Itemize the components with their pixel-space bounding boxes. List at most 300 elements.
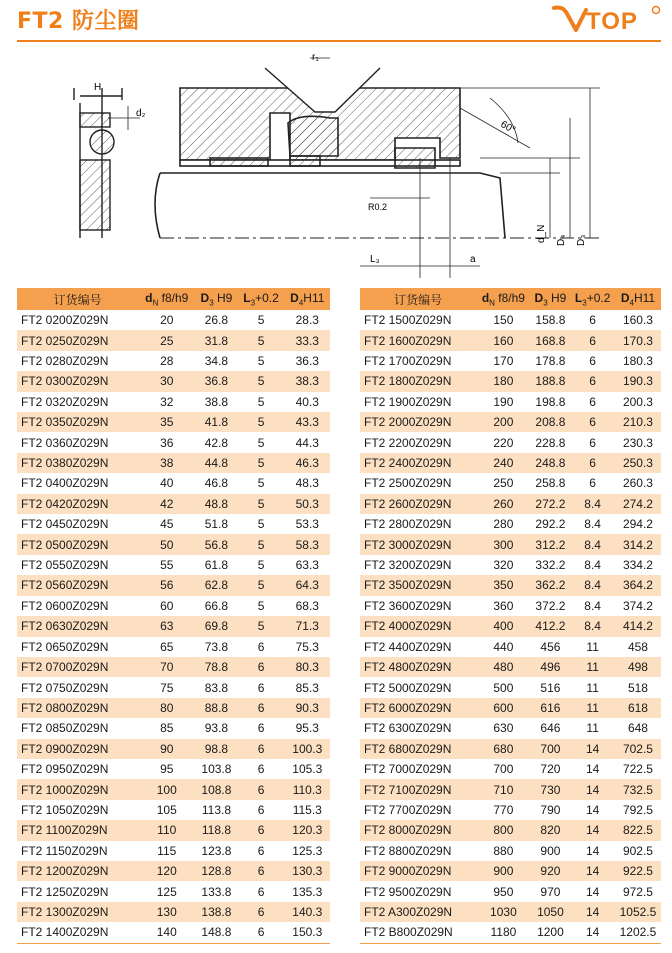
table-row (17, 820, 330, 840)
part-no-cell: FT2 0750Z029N (21, 680, 109, 695)
d3-cell: 970 (540, 884, 561, 899)
l3-cell: 6 (589, 394, 596, 409)
part-no-cell: FT2 1250Z029N (21, 884, 109, 899)
d3-cell: 69.8 (195, 616, 237, 636)
dn-cell: 150 (493, 313, 514, 328)
part-no-cell: FT2 4000Z029N (360, 616, 476, 636)
d3-cell: 44.8 (195, 453, 237, 473)
l3-cell: 6 (570, 412, 615, 432)
l3-cell: 14 (570, 922, 615, 943)
dn-cell: 500 (493, 680, 514, 695)
d4-cell: 120.3 (285, 820, 330, 840)
d4-cell: 71.3 (285, 616, 330, 636)
dn-cell: 70 (138, 657, 195, 677)
l3-cell: 6 (238, 861, 285, 881)
part-no-cell: FT2 9500Z029N (364, 884, 452, 899)
d3-cell: 456 (540, 639, 561, 654)
dim-label-a: a (470, 254, 476, 265)
part-no-cell: FT2 0450Z029N (21, 517, 109, 532)
table-row (17, 392, 330, 412)
d3-cell: 73.8 (204, 639, 229, 654)
d4-cell: 38.3 (285, 371, 330, 391)
dn-cell: 63 (138, 616, 195, 636)
dn-cell: 45 (160, 517, 174, 532)
dn-cell: 220 (493, 435, 514, 450)
d3-cell: 48.8 (195, 494, 237, 514)
d4-cell: 648 (627, 721, 648, 736)
vtop-logo (552, 2, 664, 36)
d4-cell: 130.3 (285, 861, 330, 881)
part-no-cell: FT2 2600Z029N (360, 494, 476, 514)
l3-cell: 5 (257, 517, 265, 532)
d3-cell: 158.8 (535, 313, 566, 328)
d3-cell: 1050 (530, 902, 570, 922)
dn-cell: 115 (157, 843, 177, 858)
table-row (17, 494, 330, 514)
table-row (17, 575, 330, 595)
d3-cell: 113.8 (201, 802, 231, 817)
d3-cell: 730 (530, 779, 570, 799)
table-row (17, 841, 330, 861)
dn-cell: 600 (476, 698, 530, 718)
table-row (360, 351, 661, 371)
d3-cell: 51.8 (204, 517, 229, 532)
d3-cell: 820 (530, 820, 570, 840)
part-no-cell: FT2 0400Z029N (21, 476, 109, 491)
dim-label-dn: d_N (536, 224, 547, 243)
dn-cell: 280 (493, 517, 514, 532)
dn-cell: 770 (493, 802, 514, 817)
table-row (360, 637, 661, 657)
l3-cell: 14 (570, 739, 615, 759)
table-row (360, 677, 661, 697)
dn-cell: 170 (493, 354, 514, 369)
table-row (360, 392, 661, 412)
l3-cell: 6 (589, 313, 596, 328)
part-no-cell: FT2 0950Z029N (21, 762, 109, 777)
d3-cell: 34.8 (204, 354, 229, 369)
col-header-dn: $d_N$ f8/h9 (476, 288, 530, 310)
d4-cell: 170.3 (615, 330, 661, 350)
table-row (17, 555, 330, 575)
l3-cell: 6 (589, 476, 596, 491)
part-no-cell: FT2 4400Z029N (364, 639, 452, 654)
d3-cell: 1200 (530, 922, 570, 943)
dn-cell: 38 (138, 453, 195, 473)
d3-cell: 78.8 (195, 657, 237, 677)
d3-cell: 42.8 (204, 435, 229, 450)
l3-cell: 6 (238, 922, 285, 943)
dn-cell: 42 (138, 494, 195, 514)
d4-cell: 46.3 (285, 453, 330, 473)
dn-cell: 110 (138, 820, 195, 840)
table-row (360, 779, 661, 799)
col-header-part-no: 订货编号 (360, 288, 476, 310)
table-row (360, 596, 661, 616)
dn-cell: 80 (138, 698, 195, 718)
part-no-cell: FT2 0850Z029N (21, 721, 109, 736)
l3-cell: 5 (238, 616, 285, 636)
dn-cell: 75 (160, 680, 174, 695)
d4-cell: 274.2 (615, 494, 661, 514)
part-no-cell: FT2 1400Z029N (17, 922, 138, 943)
table-row (17, 637, 330, 657)
d4-cell: 40.3 (295, 394, 319, 409)
part-no-cell: FT2 4800Z029N (360, 657, 476, 677)
l3-cell: 6 (238, 739, 285, 759)
dn-cell: 35 (138, 412, 195, 432)
table-row (17, 412, 330, 432)
d4-cell: 160.3 (622, 313, 653, 328)
d3-cell: 148.8 (195, 922, 237, 943)
part-no-cell: FT2 6000Z029N (360, 698, 476, 718)
l3-cell: 6 (257, 680, 265, 695)
d3-cell: 272.2 (530, 494, 570, 514)
dn-cell: 710 (476, 779, 530, 799)
dn-cell: 28 (160, 354, 174, 369)
dn-cell: 30 (138, 371, 195, 391)
dn-cell: 56 (138, 575, 195, 595)
table-row (17, 616, 330, 636)
d3-cell: 920 (530, 861, 570, 881)
table-header-row (17, 288, 330, 310)
table-row (17, 677, 330, 697)
dn-cell: 200 (476, 412, 530, 432)
d4-cell: 110.3 (285, 779, 330, 799)
d3-cell: 362.2 (530, 575, 570, 595)
d4-cell: 64.3 (285, 575, 330, 595)
d3-cell: 123.8 (201, 843, 232, 858)
dim-label-l3: L₃ (370, 254, 380, 265)
table-row (17, 922, 330, 943)
d3-cell: 62.8 (195, 575, 237, 595)
l3-cell: 14 (570, 861, 615, 881)
table-row (17, 596, 330, 616)
d4-cell: 230.3 (622, 435, 653, 450)
part-no-cell: FT2 1150Z029N (21, 843, 108, 858)
d3-cell: 66.8 (204, 598, 229, 613)
l3-cell: 6 (570, 371, 615, 391)
dn-cell: 160 (476, 330, 530, 350)
dim-label-angle: 60° (498, 119, 518, 137)
d4-cell: 80.3 (285, 657, 330, 677)
d3-cell: 26.8 (204, 313, 229, 328)
l3-cell: 11 (586, 639, 599, 654)
dn-cell: 85 (160, 721, 174, 736)
d3-cell: 88.8 (195, 698, 237, 718)
dn-cell: 100 (138, 779, 195, 799)
d3-cell: 412.2 (530, 616, 570, 636)
part-no-cell: FT2 7700Z029N (364, 802, 452, 817)
l3-cell: 5 (238, 534, 285, 554)
d3-cell: 36.8 (195, 371, 237, 391)
dn-cell: 190 (493, 394, 514, 409)
col-header-d4: $D_4H11$ (285, 288, 330, 310)
d4-cell: 458 (627, 639, 648, 654)
l3-cell: 14 (585, 884, 600, 899)
d4-cell: 85.3 (295, 680, 319, 695)
l3-cell: 6 (570, 330, 615, 350)
col-header-d3: $D_3$ H9 (195, 288, 237, 310)
page-title: FT2 防尘圈 (17, 9, 140, 34)
part-no-cell: FT2 0350Z029N (17, 412, 138, 432)
dn-cell: 1030 (476, 902, 530, 922)
d4-cell: 972.5 (622, 884, 653, 899)
d4-cell: 180.3 (622, 354, 653, 369)
part-no-cell: FT2 0650Z029N (21, 639, 109, 654)
part-no-cell: FT2 1100Z029N (17, 820, 138, 840)
table-row (360, 371, 661, 391)
dn-cell: 95 (160, 762, 174, 777)
d4-cell: 294.2 (622, 517, 653, 532)
part-no-cell: FT2 0700Z029N (17, 657, 138, 677)
dim-label-d3: D₃ (576, 234, 587, 246)
table-row (17, 351, 330, 371)
l3-cell: 5 (238, 494, 285, 514)
l3-cell: 5 (257, 354, 265, 369)
d4-cell: 260.3 (622, 476, 653, 491)
dn-cell: 50 (138, 534, 195, 554)
part-no-cell: FT2 2500Z029N (364, 476, 452, 491)
l3-cell: 14 (570, 902, 615, 922)
table-row (17, 310, 330, 330)
table-row (17, 330, 330, 350)
table-header-row (360, 288, 661, 310)
table-row (360, 514, 661, 534)
table-row (17, 698, 330, 718)
table-row (360, 534, 661, 554)
d4-cell: 518 (627, 680, 648, 695)
d3-cell: 98.8 (195, 739, 237, 759)
table-row (17, 759, 330, 779)
part-no-cell: FT2 3600Z029N (364, 598, 452, 613)
l3-cell: 14 (585, 802, 600, 817)
l3-cell: 6 (257, 802, 265, 817)
table-row (360, 739, 661, 759)
spec-table-right (360, 288, 661, 944)
d4-cell: 792.5 (622, 802, 653, 817)
l3-cell: 8.4 (584, 558, 601, 573)
l3-cell: 11 (570, 698, 615, 718)
d3-cell: 61.8 (204, 558, 229, 573)
table-row (360, 473, 661, 493)
d3-cell: 31.8 (195, 330, 237, 350)
col-header-part-no: 订货编号 (17, 288, 138, 310)
part-no-cell: FT2 1000Z029N (17, 779, 138, 799)
d4-cell: 95.3 (295, 721, 319, 736)
part-no-cell: FT2 1600Z029N (360, 330, 476, 350)
part-no-cell: FT2 0500Z029N (17, 534, 138, 554)
l3-cell: 5 (238, 330, 285, 350)
part-no-cell: FT2 3000Z029N (360, 534, 476, 554)
d4-cell: 140.3 (285, 902, 330, 922)
d4-cell: 58.3 (285, 534, 330, 554)
d3-cell: 208.8 (530, 412, 570, 432)
d3-cell: 248.8 (530, 453, 570, 473)
d4-cell: 1052.5 (615, 902, 661, 922)
dim-label-r02: R0.2 (368, 202, 388, 212)
table-row (360, 881, 661, 901)
part-no-cell: FT2 8000Z029N (360, 820, 476, 840)
part-no-cell: FT2 0560Z029N (17, 575, 138, 595)
d3-cell: 93.8 (204, 721, 229, 736)
d3-cell: 38.8 (204, 394, 229, 409)
table-row (360, 800, 661, 820)
d3-cell: 312.2 (530, 534, 570, 554)
d4-cell: 43.3 (285, 412, 330, 432)
dn-cell: 260 (476, 494, 530, 514)
dn-cell: 60 (160, 598, 174, 613)
part-no-cell: FT2 3200Z029N (364, 558, 452, 573)
l3-cell: 6 (238, 779, 285, 799)
d4-cell: 50.3 (285, 494, 330, 514)
part-no-cell: FT2 0420Z029N (17, 494, 138, 514)
l3-cell: 6 (589, 354, 596, 369)
part-no-cell: FT2 2400Z029N (360, 453, 476, 473)
l3-cell: 5 (257, 435, 265, 450)
table-row (360, 698, 661, 718)
dn-cell: 800 (476, 820, 530, 840)
d3-cell: 616 (530, 698, 570, 718)
d4-cell: 33.3 (285, 330, 330, 350)
dn-cell: 700 (493, 762, 514, 777)
d3-cell: 128.8 (195, 861, 237, 881)
part-no-cell: FT2 9000Z029N (360, 861, 476, 881)
part-no-cell: FT2 0380Z029N (17, 453, 138, 473)
table-row (17, 881, 330, 901)
part-no-cell: FT2 0200Z029N (21, 313, 109, 328)
d4-cell: 115.3 (292, 802, 322, 817)
d4-cell: 1202.5 (615, 922, 661, 943)
table-row (17, 739, 330, 759)
table-row (360, 555, 661, 575)
d4-cell: 53.3 (295, 517, 319, 532)
d3-cell: 56.8 (195, 534, 237, 554)
d3-cell: 258.8 (535, 476, 566, 491)
part-no-cell: FT2 5000Z029N (364, 680, 452, 695)
l3-cell: 14 (585, 762, 600, 777)
d4-cell: 90.3 (285, 698, 330, 718)
table-row (360, 841, 661, 861)
table-row (17, 534, 330, 554)
dn-cell: 400 (476, 616, 530, 636)
table-row (360, 718, 661, 738)
part-no-cell: FT2 1800Z029N (360, 371, 476, 391)
table-row (17, 432, 330, 452)
part-no-cell: FT2 7100Z029N (360, 779, 476, 799)
part-no-cell: FT2 2800Z029N (364, 517, 452, 532)
d4-cell: 100.3 (285, 739, 330, 759)
l3-cell: 8.4 (584, 598, 601, 613)
table-row (17, 473, 330, 493)
l3-cell: 6 (238, 820, 285, 840)
d3-cell: 83.8 (204, 680, 229, 695)
dn-cell: 900 (476, 861, 530, 881)
d4-cell: 44.3 (295, 435, 319, 450)
table-row (17, 779, 330, 799)
part-no-cell: FT2 1200Z029N (17, 861, 138, 881)
table-row (17, 514, 330, 534)
table-row (360, 759, 661, 779)
dn-cell: 25 (138, 330, 195, 350)
d4-cell: 702.5 (615, 739, 661, 759)
dn-cell: 32 (160, 394, 174, 409)
l3-cell: 5 (238, 412, 285, 432)
d4-cell: 922.5 (615, 861, 661, 881)
l3-cell: 14 (570, 779, 615, 799)
d3-cell: 646 (540, 721, 561, 736)
dn-cell: 480 (476, 657, 530, 677)
d3-cell: 46.8 (204, 476, 229, 491)
part-no-cell: FT2 6300Z029N (364, 721, 452, 736)
l3-cell: 6 (257, 639, 265, 654)
part-no-cell: FT2 1050Z029N (21, 802, 109, 817)
d3-cell: 372.2 (535, 598, 566, 613)
l3-cell: 8.4 (570, 494, 615, 514)
table-row (360, 820, 661, 840)
part-no-cell: FT2 0550Z029N (21, 558, 109, 573)
l3-cell: 14 (570, 820, 615, 840)
dn-cell: 105 (156, 802, 177, 817)
table-row (17, 657, 330, 677)
l3-cell: 5 (257, 394, 265, 409)
dn-cell: 300 (476, 534, 530, 554)
table-row (360, 922, 661, 943)
dn-cell: 90 (138, 739, 195, 759)
part-no-cell: FT2 1900Z029N (364, 394, 452, 409)
l3-cell: 8.4 (570, 616, 615, 636)
d4-cell: 28.3 (295, 313, 319, 328)
part-no-cell: FT2 0320Z029N (21, 394, 109, 409)
d3-cell: 496 (530, 657, 570, 677)
d3-cell: 332.2 (535, 558, 566, 573)
l3-cell: 6 (257, 843, 265, 858)
dn-cell: 250 (493, 476, 514, 491)
part-no-cell: FT2 7000Z029N (364, 762, 452, 777)
d3-cell: 133.8 (201, 884, 232, 899)
table-row (360, 412, 661, 432)
table-row (17, 902, 330, 922)
l3-cell: 6 (257, 884, 265, 899)
l3-cell: 5 (238, 371, 285, 391)
d4-cell: 48.3 (295, 476, 319, 491)
d4-cell: 364.2 (615, 575, 661, 595)
part-no-cell: FT2 0250Z029N (17, 330, 138, 350)
l3-cell: 5 (238, 453, 285, 473)
d4-cell: 732.5 (615, 779, 661, 799)
col-header-dn: $d_N$ f8/h9 (138, 288, 195, 310)
dn-cell: 240 (476, 453, 530, 473)
l3-cell: 5 (257, 313, 265, 328)
d3-cell: 228.8 (535, 435, 566, 450)
d4-cell: 135.3 (292, 884, 323, 899)
dn-cell: 65 (160, 639, 174, 654)
d3-cell: 198.8 (535, 394, 566, 409)
dn-cell: 180 (476, 371, 530, 391)
dn-cell: 630 (493, 721, 514, 736)
dn-cell: 125 (156, 884, 177, 899)
d4-cell: 498 (615, 657, 661, 677)
dn-cell: 130 (138, 902, 195, 922)
part-no-cell: FT2 1700Z029N (364, 354, 452, 369)
spec-table-left (17, 288, 330, 944)
l3-cell: 11 (586, 721, 599, 736)
d4-cell: 63.3 (295, 558, 319, 573)
l3-cell: 5 (257, 476, 265, 491)
d3-cell: 720 (540, 762, 561, 777)
d4-cell: 902.5 (622, 843, 653, 858)
wiper-profile (74, 88, 140, 238)
